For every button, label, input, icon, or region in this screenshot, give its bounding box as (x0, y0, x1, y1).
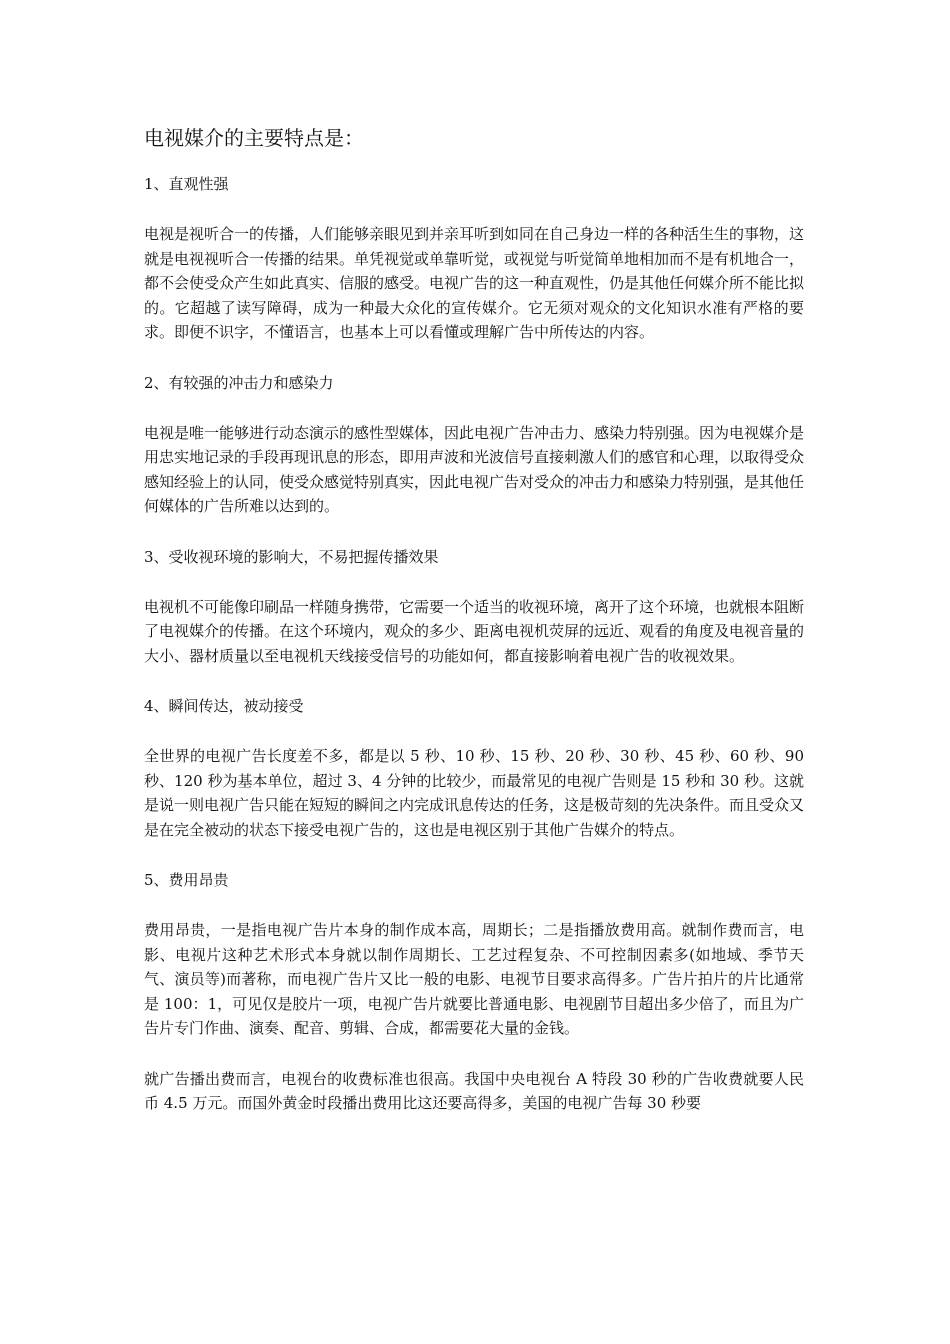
document-title: 电视媒介的主要特点是： (144, 126, 364, 150)
section-4-paragraph: 全世界的电视广告长度差不多，都是以 5 秒、10 秒、15 秒、20 秒、30 秒、45 秒、60 秒、90 秒、120 秒为基本单位，超过 3、4 分钟的比较少，而最常见的电视广告则是 15 秒和 30 秒。这就是说一则电视广告只能在短短的瞬间之内完成讯息传达的任务，这是极苛刻的先决条件。而且受众又是在完全被动的状态下接受电视广告的，这也是电视区别于其他广告媒介的特点。 (144, 747, 805, 839)
section-1-paragraph: 电视是视听合一的传播，人们能够亲眼见到并亲耳听到如同在自己身边一样的各种活生生的事物，这就是电视视听合一传播的结果。单凭视觉或单靠听觉，或视觉与听觉简单地相加而不是有机地合一，都不会使受众产生如此真实、信服的感受。电视广告的这一种直观性，仍是其他任何媒介所不能比拟的。它超越了读写障碍，成为一种最大众化的宣传媒介。它无须对观众的文化知识水准有严格的要求。即便不识字，不懂语言，也基本上可以看懂或理解广告中所传达的内容。 (144, 225, 805, 341)
document-page (144, 124, 804, 1142)
section-3-heading: 3、受收视环境的影响大，不易把握传播效果 (144, 547, 439, 566)
section-5-heading: 5、费用昂贵 (144, 871, 229, 889)
section-2-paragraph: 电视是唯一能够进行动态演示的感性型媒体，因此电视广告冲击力、感染力特别强。因为电视媒介是用忠实地记录的手段再现讯息的形态，即用声波和光波信号直接刺激人们的感官和心理，以取得受众感知经验上的认同，使受众感觉特别真实，因此电视广告对受众的冲击力和感染力特别强，是其他任何媒体的广告所难以达到的。 (144, 423, 805, 515)
section-5-paragraph-1: 费用昂贵，一是指电视广告片本身的制作成本高，周期长；二是指播放费用高。就制作费而言，电影、电视片这种艺术形式本身就以制作周期长、工艺过程复杂、不可控制因素多(如地域、季节天气、演员等)而著称，而电视广告片又比一般的电影、电视节目要求高得多。广告片拍片的片比通常是 100：1，可见仅是胶片一项，电视广告片就要比普通电影、电视剧节目超出多少倍了，而且为广告片专门作曲、演奏、配音、剪辑、合成，都需要花大量的金钱。 (144, 921, 804, 1037)
section-5-paragraph-2: 就广告播出费而言，电视台的收费标准也很高。我国中央电视台 A 特段 30 秒的广告收费就要人民币 4.5 万元。而国外黄金时段播出费用比这还要高得多，美国的电视广告每 30 秒要 (144, 1069, 804, 1112)
section-2-heading: 2、有较强的冲击力和感染力 (144, 373, 334, 392)
section-4-heading: 4、瞬间传达，被动接受 (144, 697, 304, 715)
section-3-paragraph: 电视机不可能像印刷品一样随身携带，它需要一个适当的收视环境，离开了这个环境，也就根本阻断了电视媒介的传播。在这个环境内，观众的多少、距离电视机荧屏的远近、观看的角度及电视音量的大小、器材质量以至电视机天线接受信号的功能如何，都直接影响着电视广告的收视效果。 (144, 597, 805, 665)
section-1-heading: 1、直观性强 (144, 175, 229, 193)
